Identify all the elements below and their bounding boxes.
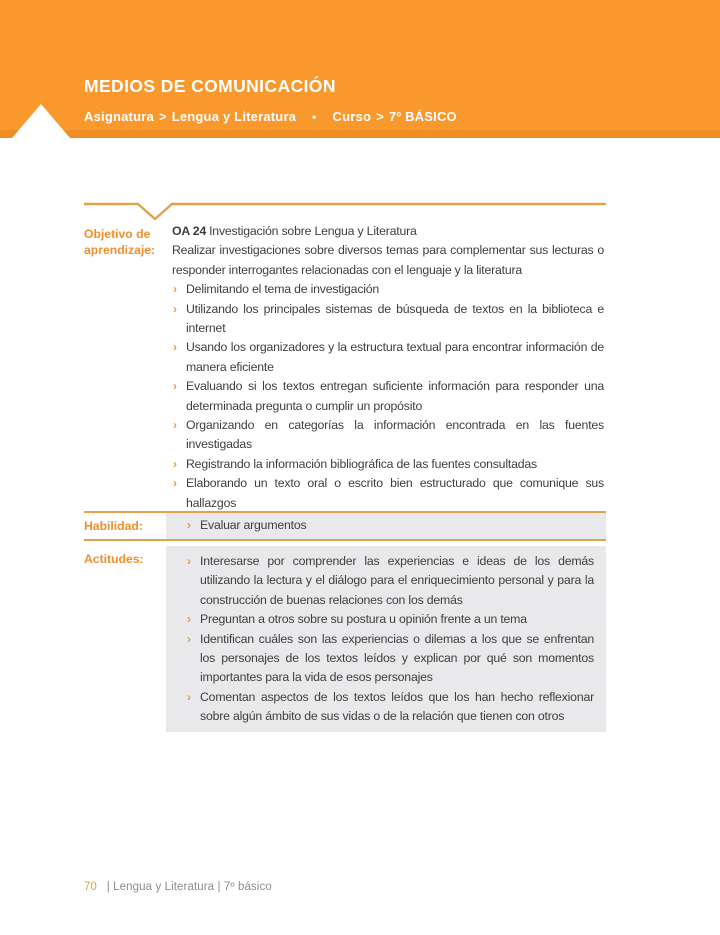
habilidad-bullet-list [186, 516, 596, 535]
actitudes-bullet-list [186, 552, 594, 727]
bullet-chevron-icon: › [173, 476, 177, 491]
bullet-chevron-icon: › [173, 340, 177, 355]
oa-code-title: Investigación sobre Lengua y Literatura [209, 224, 417, 238]
bullet-chevron-icon: › [187, 612, 191, 627]
subject-label: Asignatura [84, 109, 154, 124]
bullet-text: Comentan aspectos de los textos leídos que los han hecho reflexionar sobre algún ámbito de sus vidas o de la relación que tienen con otros [200, 689, 594, 724]
page-footer [84, 881, 272, 893]
row-divider [84, 539, 606, 541]
dot-separator-icon: • [312, 110, 317, 124]
bullet-chevron-icon: › [187, 689, 191, 704]
list-item [172, 300, 604, 339]
list-item [172, 455, 604, 474]
oa-code: OA 24 [172, 224, 207, 238]
bullet-text: Delimitando el tema de investigación [186, 282, 380, 297]
bullet-text: Usando los organizadores y la estructura textual para encontrar información de manera eficiente [186, 340, 604, 374]
list-item [186, 688, 594, 727]
course-value: 7º BÁSICO [388, 109, 457, 124]
list-item [186, 516, 596, 535]
list-item [172, 416, 604, 455]
bullet-text: Evaluar argumentos [200, 518, 307, 532]
list-item [172, 377, 604, 416]
list-item [172, 280, 604, 299]
bullet-chevron-icon: › [173, 379, 177, 394]
bullet-chevron-icon: › [187, 554, 191, 568]
bullet-text: Evaluando si los textos entregan suficiente información para responder una determinada pregunta o cumplir un propósito [186, 379, 604, 413]
header-breadcrumb [84, 109, 457, 124]
page-number: 70 [84, 881, 97, 893]
section-rule-chevron [84, 196, 606, 223]
list-item [186, 610, 594, 629]
course-label: Curso [332, 109, 372, 124]
bullet-text: Utilizando los principales sistemas de búsqueda de textos en la biblioteca e internet [186, 301, 604, 336]
bullet-text: Preguntan a otros sobre su postura u opinión frente a un tema [200, 612, 527, 627]
header-band [0, 0, 720, 138]
actitudes-label: Actitudes: [84, 552, 144, 566]
subject-value: Lengua y Literatura [171, 109, 297, 124]
oa-code-line [172, 222, 604, 241]
gt-separator: > [158, 109, 167, 124]
bullet-chevron-icon: › [173, 456, 177, 471]
list-item [186, 630, 594, 688]
objetivo-label: Objetivo de aprendizaje: [84, 227, 156, 257]
band-notch-triangle [12, 104, 70, 138]
bullet-text: Identifican cuáles son las experiencias o dilemas a los que se enfrentan los personajes de los textos leídos y explican por qué son momentos importantes para la vida de esos personajes [200, 631, 594, 685]
list-item [172, 338, 604, 377]
habilidad-label: Habilidad: [84, 519, 143, 533]
bullet-chevron-icon: › [187, 631, 191, 646]
list-item [172, 474, 604, 513]
bullet-chevron-icon: › [187, 518, 191, 532]
bullet-chevron-icon: › [173, 282, 177, 297]
page-title: MEDIOS DE COMUNICACIÓN [84, 76, 336, 96]
list-item [186, 552, 594, 610]
footer-text: | Lengua y Literatura | 7º básico [106, 881, 272, 893]
bullet-text: Organizando en categorías la información encontrada en las fuentes investigadas [186, 418, 604, 452]
bullet-chevron-icon: › [173, 301, 177, 316]
objetivo-description: Realizar investigaciones sobre diversos temas para complementar sus lecturas o responder interrogantes relacionadas con el lenguaje y la literatura [172, 243, 604, 277]
habilidad-content [166, 513, 606, 539]
bullet-text: Registrando la información bibliográfica de las fuentes consultadas [186, 456, 537, 471]
objetivo-content [172, 222, 604, 513]
objetivo-bullet-list [172, 280, 604, 513]
bullet-chevron-icon: › [173, 418, 177, 433]
actitudes-content [166, 546, 606, 732]
bullet-text: Elaborando un texto oral o escrito bien estructurado que comunique sus hallazgos [186, 476, 604, 510]
bullet-text: Interesarse por comprender las experiencias e ideas de los demás utilizando la lectura y el diálogo para el enriquecimiento personal y para la construcción de buenas relaciones con los demás [200, 554, 594, 607]
gt-separator: > [376, 109, 384, 124]
